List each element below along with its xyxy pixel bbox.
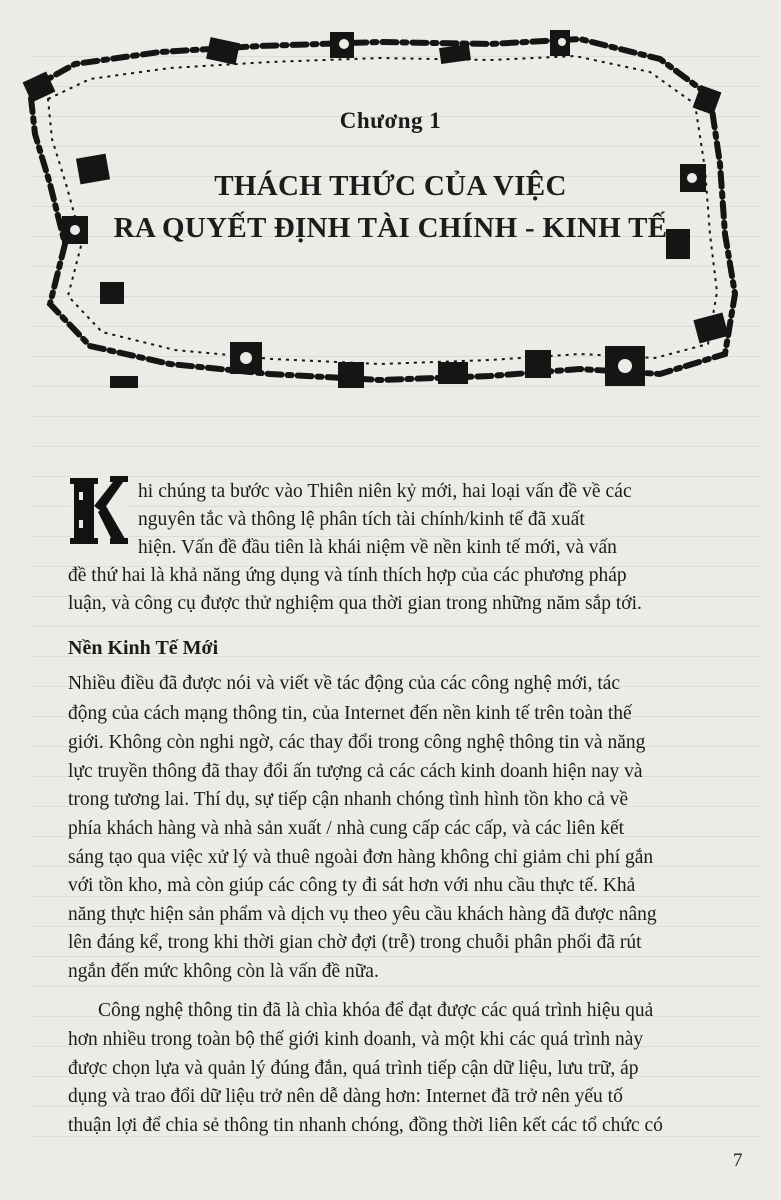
- intro-line-1: hi chúng ta bước vào Thiên niên kỷ mới, hai loại vấn đề về các: [138, 481, 632, 502]
- para1-line-4: lực truyền thông đã thay đổi ấn tượng cả các cách kinh doanh hiện nay và: [68, 761, 643, 782]
- para1-line-2: động của cách mạng thông tin, của Internet đến nền kinh tế trên toàn thế: [68, 703, 632, 724]
- para1-line-7: sáng tạo qua việc xử lý và thuê ngoài đơn hàng không chỉ giảm chi phí gắn: [68, 847, 654, 868]
- para1-line-1: Nhiều điều đã được nói và viết về tác động của các công nghệ mới, tác: [68, 673, 621, 694]
- para2-line-2: hơn nhiều trong toàn bộ thế giới kinh doanh, và một khi các quá trình này: [68, 1029, 644, 1050]
- para1-line-6: phía khách hàng và nhà sản xuất / nhà cung cấp các cấp, và các liên kết: [68, 818, 625, 839]
- chapter-title-line-1: THÁCH THỨC CỦA VIỆC: [214, 170, 567, 202]
- para1-line-5: trong tương lai. Thí dụ, sự tiếp cận nhanh chóng tình hình tồn kho cả về: [68, 789, 629, 810]
- page-number: 7: [733, 1150, 743, 1171]
- para2-line-3: được chọn lựa và quản lý đúng đắn, quá trình tiếp cận dữ liệu, lưu trữ, áp: [68, 1058, 639, 1079]
- section-heading: Nền Kinh Tế Mới: [68, 637, 219, 659]
- drop-cap-k: [70, 476, 128, 546]
- para1-line-9: năng thực hiện sản phẩm và dịch vụ theo yêu cầu khách hàng đã được nâng: [68, 904, 657, 925]
- para1-line-11: ngắn đến mức không còn là vấn đề nữa.: [68, 961, 379, 982]
- para2-line-4: dụng và trao đổi dữ liệu trở nên dễ dàng hơn: Internet đã trở nên yếu tố: [68, 1086, 623, 1107]
- intro-line-5: luận, và công cụ được thử nghiệm qua thời gian trong những năm sắp tới.: [68, 593, 642, 614]
- chapter-title-line-2: RA QUYẾT ĐỊNH TÀI CHÍNH - KINH TẾ: [113, 212, 668, 244]
- intro-line-3: hiện. Vấn đề đầu tiên là khái niệm về nền kinh tế mới, và vấn: [138, 537, 617, 558]
- para1-line-10: lên đáng kể, trong khi thời gian chờ đợi (trễ) trong chuỗi phân phối đã rút: [68, 932, 642, 953]
- chapter-label: Chương 1: [339, 108, 442, 133]
- para1-line-8: với tồn kho, mà còn giúp các công ty đi sát hơn với nhu cầu thực tế. Khả: [68, 875, 636, 896]
- para1-line-3: giới. Không còn nghi ngờ, các thay đổi trong công nghệ thông tin và năng: [68, 732, 646, 753]
- intro-line-4: đề thứ hai là khả năng ứng dụng và tính thích hợp của các phương pháp: [68, 565, 627, 586]
- para2-line-5: thuận lợi để chia sẻ thông tin nhanh chóng, đồng thời liên kết các tổ chức có: [68, 1115, 663, 1136]
- para2-line-1: Công nghệ thông tin đã là chìa khóa để đạt được các quá trình hiệu quả: [98, 1000, 654, 1021]
- intro-line-2: nguyên tắc và thông lệ phân tích tài chính/kinh tế đã xuất: [138, 509, 585, 530]
